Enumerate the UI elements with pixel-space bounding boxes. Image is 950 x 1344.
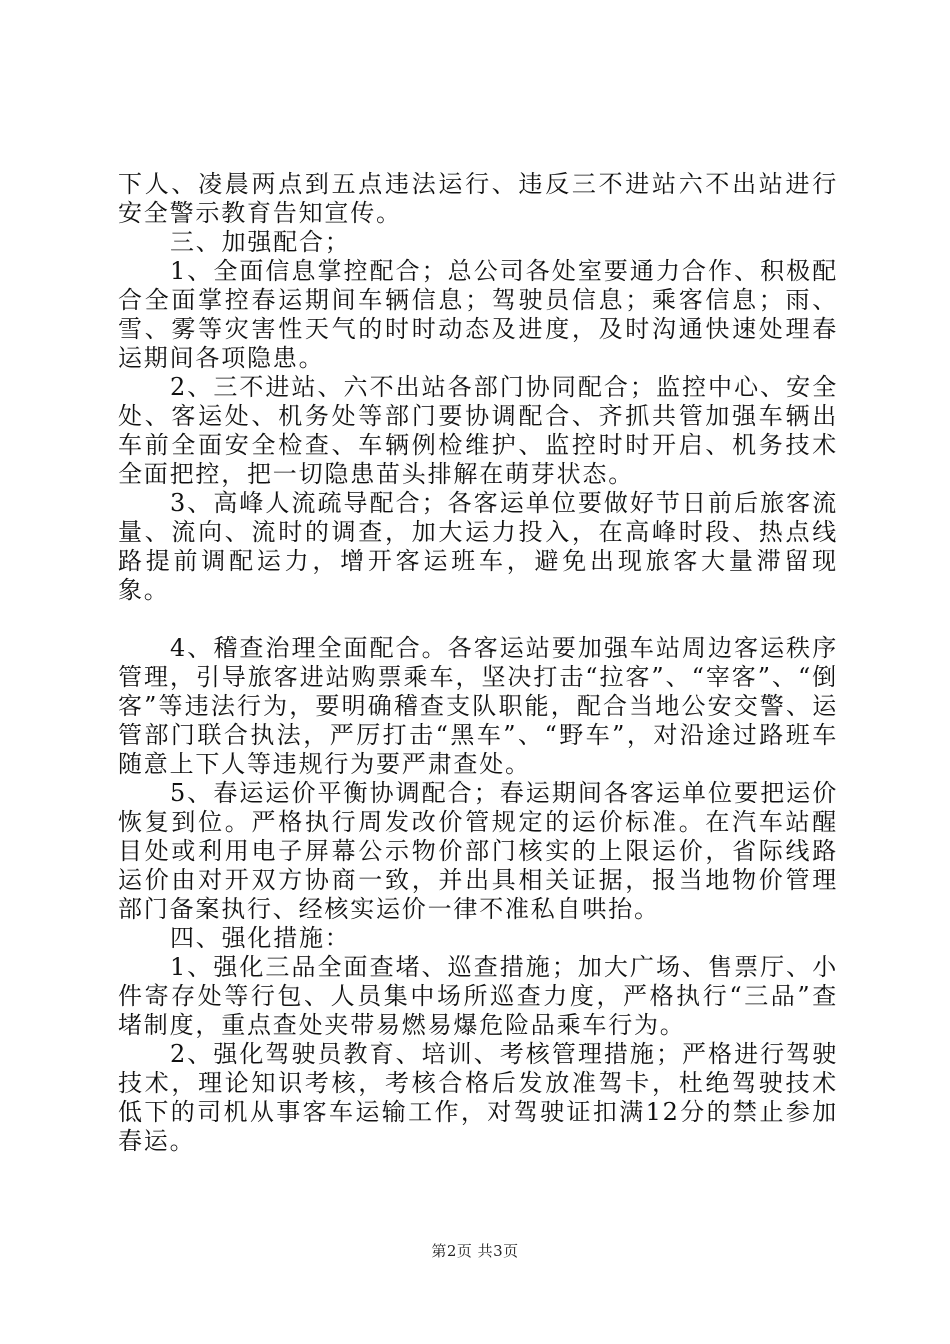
- paragraph-3-1: 1、全面信息掌控配合；总公司各处室要通力合作、积极配合全面掌控春运期间车辆信息；驾驶员信息；乘客信息；雨、雪、雾等灾害性天气的时时动态及进度，及时沟通快速处理春运期间各项隐患。: [118, 257, 838, 372]
- section-heading-3: 三、加强配合；: [170, 228, 351, 256]
- paragraph-3-5: 5、春运运价平衡协调配合；春运期间各客运单位要把运价恢复到位。严格执行周发改价管规定的运价标准。在汽车站醒目处或利用电子屏幕公示物价部门核实的上限运价，省际线路运价由对开双方协商一致，并出具相关证据，报当地物价管理部门备案执行、经核实运价一律不准私自哄抬。: [118, 779, 838, 923]
- paragraph-intro-continuation: 下人、凌晨两点到五点违法运行、违反三不进站六不出站进行安全警示教育告知宣传。: [118, 170, 838, 227]
- paragraph-3-3: 3、高峰人流疏导配合；各客运单位要做好节日前后旅客流量、流向、流时的调查，加大运力投入，在高峰时段、热点线路提前调配运力，增开客运班车，避免出现旅客大量滞留现象。: [118, 489, 838, 604]
- paragraph-3-2: 2、三不进站、六不出站各部门协同配合；监控中心、安全处、客运处、机务处等部门要协调配合、齐抓共管加强车辆出车前全面安全检查、车辆例检维护、监控时时开启、机务技术全面把控，把一切隐患苗头排解在萌芽状态。: [118, 373, 838, 488]
- document-body: [118, 170, 838, 1156]
- paragraph-4-1: 1、强化三品全面查堵、巡查措施；加大广场、售票厅、小件寄存处等行包、人员集中场所巡查力度，严格执行“三品”查堵制度，重点查处夹带易燃易爆危险品乘车行为。: [118, 953, 838, 1039]
- paragraph-3-4: 4、稽查治理全面配合。各客运站要加强车站周边客运秩序管理，引导旅客进站购票乘车，坚决打击“拉客”、“宰客”、“倒客”等违法行为，要明确稽查支队职能，配合当地公安交警、运管部门联合执法，严厉打击“黑车”、“野车”，对沿途过路班车随意上下人等违规行为要严肃查处。: [118, 634, 838, 778]
- page-number-footer: 第2页 共3页: [431, 1242, 519, 1260]
- paragraph-4-2: 2、强化驾驶员教育、培训、考核管理措施；严格进行驾驶技术，理论知识考核，考核合格后发放准驾卡，杜绝驾驶技术低下的司机从事客车运输工作，对驾驶证扣满12分的禁止参加春运。: [118, 1040, 838, 1155]
- section-heading-4: 四、强化措施：: [170, 924, 351, 952]
